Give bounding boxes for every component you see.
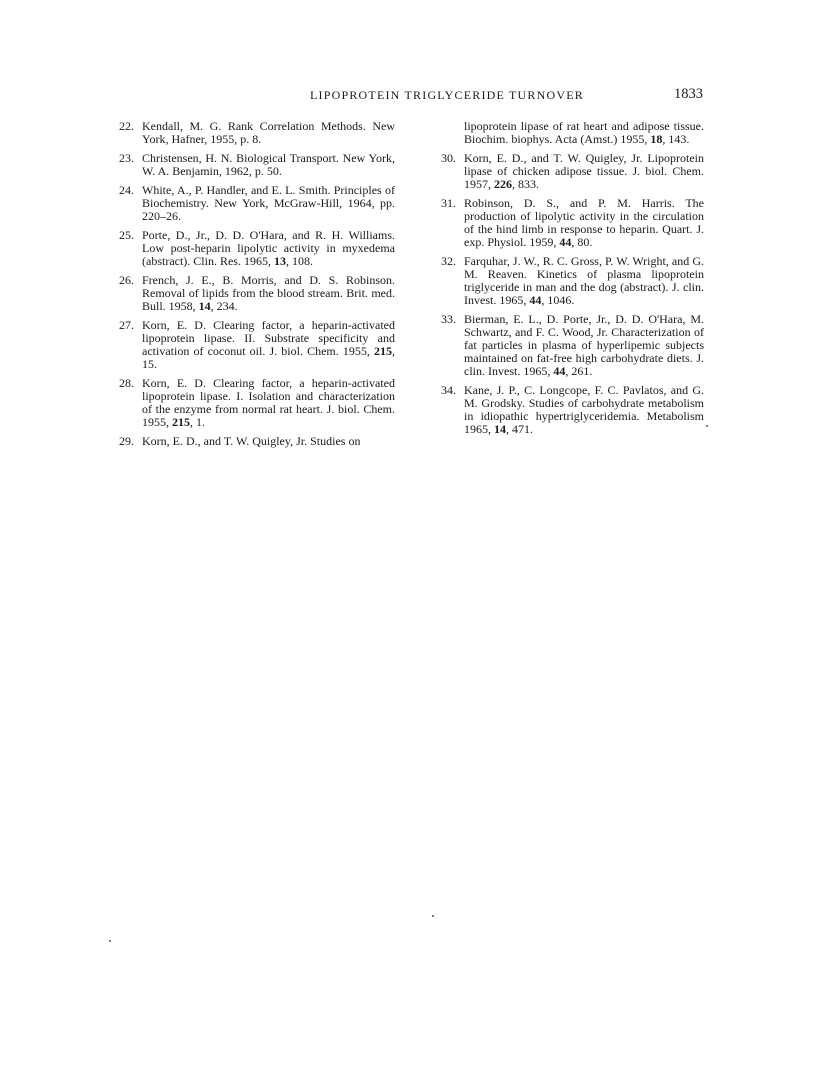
reference-text: Korn, E. D., and T. W. Quigley, Jr. Studies on bbox=[142, 434, 361, 448]
reference-text: Bierman, E. L., D. Porte, Jr., D. D. O'Hara, M. Schwartz, and F. C. Wood, Jr. Characterization of fat particles in plasma of hyperlipemic subjects maintained on fat-free high carbohydrate diets. J. clin. Invest. 1965, bbox=[464, 312, 704, 378]
reference-22 bbox=[119, 120, 395, 146]
scan-speck bbox=[109, 940, 111, 942]
reference-25 bbox=[119, 229, 395, 268]
reference-34 bbox=[441, 384, 704, 436]
reference-text: Korn, E. D., and T. W. Quigley, Jr. Lipoprotein lipase of chicken adipose tissue. J. biol. Chem. 1957, bbox=[464, 151, 704, 191]
reference-text: Korn, E. D. Clearing factor, a heparin-activated lipoprotein lipase. I. Isolation and characterization of the enzyme from normal rat heart. J. biol. Chem. 1955, bbox=[142, 376, 395, 429]
reference-pages: , 15. bbox=[142, 344, 396, 371]
reference-number: 27. bbox=[119, 318, 134, 332]
reference-volume: 14 bbox=[494, 422, 506, 436]
reference-number: 23. bbox=[119, 151, 134, 165]
left-reference-column bbox=[119, 120, 395, 454]
reference-text: White, A., P. Handler, and E. L. Smith. Principles of Biochemistry. New York, McGraw-Hill, 1964, pp. 220–26. bbox=[142, 183, 395, 223]
reference-text: Kendall, M. G. Rank Correlation Methods. New York, Hafner, 1955, p. 8. bbox=[142, 119, 395, 146]
reference-23 bbox=[119, 152, 395, 178]
reference-text: Kane, J. P., C. Longcope, F. C. Pavlatos, and G. M. Grodsky. Studies of carbohydrate metabolism in idiopathic hypertriglyceridemia. Metabolism 1965, bbox=[464, 383, 704, 436]
reference-volume: 44 bbox=[559, 235, 572, 249]
reference-27 bbox=[119, 319, 395, 371]
reference-volume: 14 bbox=[198, 299, 211, 313]
reference-number: 24. bbox=[119, 183, 134, 197]
reference-pages: , 261. bbox=[565, 364, 593, 378]
reference-volume: 18 bbox=[650, 132, 663, 146]
reference-24 bbox=[119, 184, 395, 223]
reference-text: Farquhar, J. W., R. C. Gross, P. W. Wright, and G. M. Reaven. Kinetics of plasma lipoprotein triglyceride in man and the dog (abstract). J. clin. Invest. 1965, bbox=[464, 254, 704, 307]
reference-30 bbox=[441, 152, 704, 191]
reference-pages: , 471. bbox=[506, 422, 533, 436]
reference-29-continuation bbox=[441, 120, 704, 146]
reference-pages: , 1046. bbox=[541, 293, 575, 307]
reference-number: 30. bbox=[441, 151, 456, 165]
running-title: LIPOPROTEIN TRIGLYCERIDE TURNOVER bbox=[310, 88, 584, 102]
reference-text: Korn, E. D. Clearing factor, a heparin-activated lipoprotein lipase. II. Substrate specificity and activation of coconut oil. J. biol. Chem. 1955, bbox=[142, 318, 395, 358]
reference-number: 22. bbox=[119, 119, 134, 133]
reference-number: 26. bbox=[119, 273, 134, 287]
reference-29 bbox=[119, 435, 395, 448]
running-header bbox=[0, 88, 816, 108]
reference-number: 33. bbox=[441, 312, 456, 326]
reference-number: 31. bbox=[441, 196, 456, 210]
reference-28 bbox=[119, 377, 395, 429]
reference-volume: 13 bbox=[273, 254, 286, 268]
reference-pages: , 80. bbox=[571, 235, 593, 249]
reference-31 bbox=[441, 197, 704, 249]
reference-number: 25. bbox=[119, 228, 134, 242]
reference-pages: , 108. bbox=[285, 254, 313, 268]
reference-text: Robinson, D. S., and P. M. Harris. The production of lipolytic activity in the circulation of the hind limb in response to heparin. Quart. J. exp. Physiol. 1959, bbox=[464, 196, 704, 249]
reference-text: Porte, D., Jr., D. D. O'Hara, and R. H. Williams. Low post-heparin lipolytic activity in myxedema (abstract). Clin. Res. 1965, bbox=[142, 228, 395, 268]
reference-text: French, J. E., B. Morris, and D. S. Robinson. Removal of lipids from the blood stream. Brit. med. Bull. 1958, bbox=[142, 273, 395, 313]
reference-text: Christensen, H. N. Biological Transport. New York, W. A. Benjamin, 1962, p. 50. bbox=[142, 151, 395, 178]
reference-volume: 215 bbox=[374, 344, 393, 358]
reference-volume: 44 bbox=[529, 293, 542, 307]
reference-number: 29. bbox=[119, 434, 134, 448]
reference-33 bbox=[441, 313, 704, 378]
reference-volume: 44 bbox=[553, 364, 566, 378]
reference-number: 28. bbox=[119, 376, 134, 390]
reference-number: 34. bbox=[441, 383, 456, 397]
reference-pages: , 1. bbox=[190, 415, 205, 429]
reference-pages: , 143. bbox=[662, 132, 690, 146]
reference-volume: 226 bbox=[494, 177, 512, 191]
scan-speck bbox=[432, 915, 434, 917]
reference-volume: 215 bbox=[172, 415, 190, 429]
reference-26 bbox=[119, 274, 395, 313]
page-number: 1833 bbox=[674, 86, 703, 102]
reference-pages: , 234. bbox=[210, 299, 238, 313]
reference-number: 32. bbox=[441, 254, 456, 268]
reference-text: lipoprotein lipase of rat heart and adipose tissue. Biochim. biophys. Acta (Amst.) 1955, bbox=[464, 119, 704, 146]
reference-pages: , 833. bbox=[512, 177, 539, 191]
reference-32 bbox=[441, 255, 704, 307]
right-reference-column bbox=[441, 120, 704, 442]
scan-speck bbox=[706, 425, 708, 427]
